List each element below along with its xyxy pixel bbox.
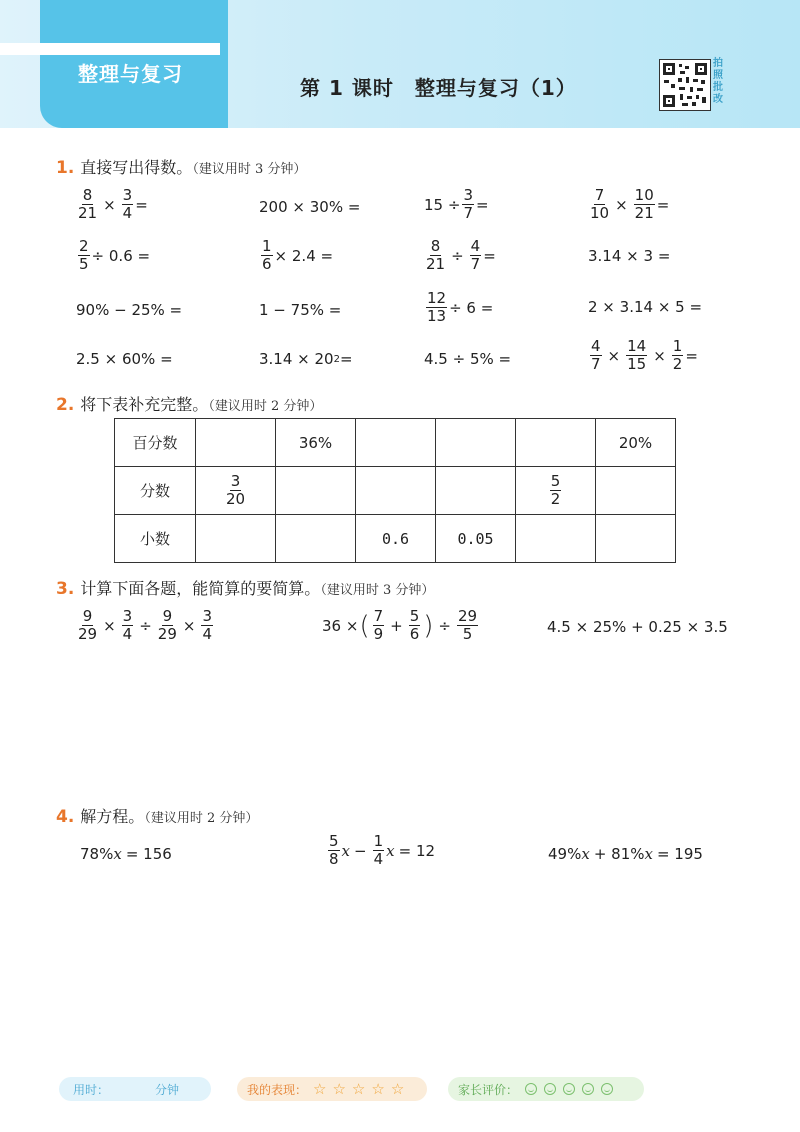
q1-item-9: 90% − 25% =	[76, 301, 183, 319]
q2-number: 2.	[56, 395, 75, 415]
fraction: $\frac{10}{21}$	[634, 186, 654, 222]
row-label: 分数	[115, 467, 196, 515]
q1-heading	[56, 155, 306, 178]
row-label: 小数	[115, 515, 196, 563]
fraction: $\frac{5}{2}$	[550, 472, 561, 508]
q4-number: 4.	[56, 807, 75, 827]
q1-item-16: $\frac{4}{7}$ × $\frac{14}{15}$ × $\frac{1}{2}$ =	[591, 337, 698, 373]
parent-rating-box	[448, 1077, 644, 1101]
q1-item-7: $\frac{8}{21}$ ÷ $\frac{4}{7}$ =	[426, 237, 496, 273]
table-cell[interactable]	[516, 515, 596, 563]
table-cell[interactable]	[596, 467, 676, 515]
star-icon[interactable]: ☆	[332, 1080, 346, 1098]
star-icon[interactable]: ☆	[371, 1080, 385, 1098]
q1-item-14: 3.14 × 20 2 =	[259, 350, 353, 368]
table-cell	[516, 467, 596, 515]
fraction: $\frac{2}{5}$	[79, 237, 89, 273]
table-cell[interactable]	[276, 515, 356, 563]
table-cell: 0.6	[356, 515, 436, 563]
table-cell[interactable]	[436, 419, 516, 467]
star-icon[interactable]: ☆	[351, 1080, 366, 1098]
qr-label: 拍照批改	[713, 58, 723, 105]
fraction: $\frac{3}{4}$	[122, 607, 133, 643]
fraction: $\frac{9}{29}$	[157, 607, 177, 643]
q1-item-8: 3.14 × 3 =	[588, 247, 671, 265]
q2-title: 将下表补充完整。	[80, 395, 209, 414]
q1-item-4: $\frac{7}{10}$ × $\frac{10}{21}$ =	[590, 186, 670, 222]
time-label: 用时：	[73, 1082, 110, 1097]
fraction: $\frac{7}{10}$	[590, 186, 610, 222]
q1-item-13: 2.5 × 60% =	[76, 350, 173, 368]
q3-number: 3.	[56, 579, 75, 599]
q4-hint: （建议用时 2 分钟）	[144, 811, 259, 826]
fraction: $\frac{7}{9}$	[373, 607, 384, 643]
q1-item-11: $\frac{12}{13}$ ÷ 6 =	[427, 289, 494, 325]
time-unit: 分钟	[155, 1082, 180, 1097]
q1-item-12: 2 × 3.14 × 5 =	[588, 298, 703, 316]
q1-hint: （建议用时 3 分钟）	[192, 162, 307, 177]
table-cell: 20%	[596, 419, 676, 467]
fraction: $\frac{3}{4}$	[122, 186, 133, 222]
fraction: $\frac{29}{5}$	[458, 607, 478, 643]
qr-code-icon[interactable]	[659, 59, 711, 111]
q1-item-15: 4.5 ÷ 5% =	[424, 350, 512, 368]
header-tab-stripe	[0, 43, 220, 55]
q3-heading	[56, 576, 434, 599]
fraction: $\frac{3}{4}$	[202, 607, 213, 643]
table-cell: 36%	[276, 419, 356, 467]
q3-expression-1: $\frac{9}{29}$ × $\frac{3}{4}$ ÷ $\frac{9}{29}$ × $\frac{3}{4}$	[78, 607, 213, 643]
table-row-fraction	[115, 467, 676, 515]
table-cell[interactable]	[196, 515, 276, 563]
table-row-decimal	[115, 515, 676, 563]
q4-equation-2: $\frac{5}{8}$ x − $\frac{1}{4}$ x = 12	[329, 832, 436, 868]
q4-equation-3: 49% x + 81% x = 195	[548, 845, 703, 863]
q3-expression-2: 36 × ( $\frac{7}{9}$ + $\frac{5}{6}$ ) ÷ $\frac{29}{5}$	[322, 607, 478, 643]
table-cell[interactable]	[356, 467, 436, 515]
table-cell[interactable]	[596, 515, 676, 563]
smiley-icon[interactable]	[582, 1083, 594, 1095]
fraction: $\frac{5}{8}$	[329, 832, 339, 868]
time-spent-box[interactable]	[59, 1077, 211, 1101]
parent-label: 家长评价：	[458, 1082, 519, 1097]
q1-title: 直接写出得数。	[80, 158, 193, 177]
smiley-icon[interactable]	[601, 1083, 613, 1095]
table-cell: 0.05	[436, 515, 516, 563]
fraction: $\frac{5}{6}$	[409, 607, 420, 643]
fraction: $\frac{4}{7}$	[470, 237, 481, 273]
fraction: $\frac{8}{21}$	[78, 186, 98, 222]
q1-item-10: 1 − 75% =	[259, 301, 342, 319]
unit-title: 整理与复习	[78, 62, 183, 86]
self-rating-box	[237, 1077, 427, 1101]
q1-item-1: $\frac{8}{21}$ × $\frac{3}{4}$ =	[78, 186, 148, 222]
q4-equation-1: 78% x = 156	[80, 845, 172, 863]
q4-heading	[56, 804, 258, 827]
table-cell[interactable]	[356, 419, 436, 467]
table-cell[interactable]	[276, 467, 356, 515]
table-cell	[196, 467, 276, 515]
fraction: $\frac{9}{29}$	[78, 607, 98, 643]
fraction: $\frac{4}{7}$	[591, 337, 601, 373]
table-cell[interactable]	[196, 419, 276, 467]
q3-title: 计算下面各题，能简算的要简算。	[80, 579, 321, 598]
fraction: $\frac{8}{21}$	[426, 237, 446, 273]
conversion-table	[114, 418, 676, 563]
star-icon[interactable]: ☆	[313, 1080, 327, 1098]
star-icon[interactable]: ☆	[390, 1080, 405, 1098]
fraction: $\frac{3}{20}$	[225, 472, 246, 508]
fraction: $\frac{3}{7}$	[463, 186, 473, 222]
q1-item-3: 15 ÷ $\frac{3}{7}$ =	[424, 186, 489, 222]
fraction: $\frac{1}{4}$	[373, 832, 384, 868]
q3-hint: （建议用时 3 分钟）	[320, 583, 435, 598]
q1-item-5: $\frac{2}{5}$ ÷ 0.6 =	[79, 237, 151, 273]
smiley-icon[interactable]	[544, 1083, 556, 1095]
smiley-icon[interactable]	[563, 1083, 575, 1095]
fraction: $\frac{1}{6}$	[262, 237, 272, 273]
smiley-icon[interactable]	[525, 1083, 537, 1095]
table-cell[interactable]	[516, 419, 596, 467]
lesson-title: 第 1 课时 整理与复习（1）	[300, 76, 577, 100]
fraction: $\frac{1}{2}$	[672, 337, 683, 373]
q3-expression-3: 4.5 × 25% + 0.25 × 3.5	[547, 618, 728, 636]
table-cell[interactable]	[436, 467, 516, 515]
table-row-percent	[115, 419, 676, 467]
row-label: 百分数	[115, 419, 196, 467]
q2-hint: （建议用时 2 分钟）	[208, 399, 323, 414]
q2-heading	[56, 392, 322, 415]
q1-item-2: 200 × 30% =	[259, 198, 361, 216]
fraction: $\frac{12}{13}$	[427, 289, 447, 325]
performance-label: 我的表现：	[247, 1082, 308, 1097]
q4-title: 解方程。	[80, 807, 145, 826]
fraction: $\frac{14}{15}$	[627, 337, 647, 373]
q1-item-6: $\frac{1}{6}$ × 2.4 =	[262, 237, 334, 273]
q1-number: 1.	[56, 158, 75, 178]
